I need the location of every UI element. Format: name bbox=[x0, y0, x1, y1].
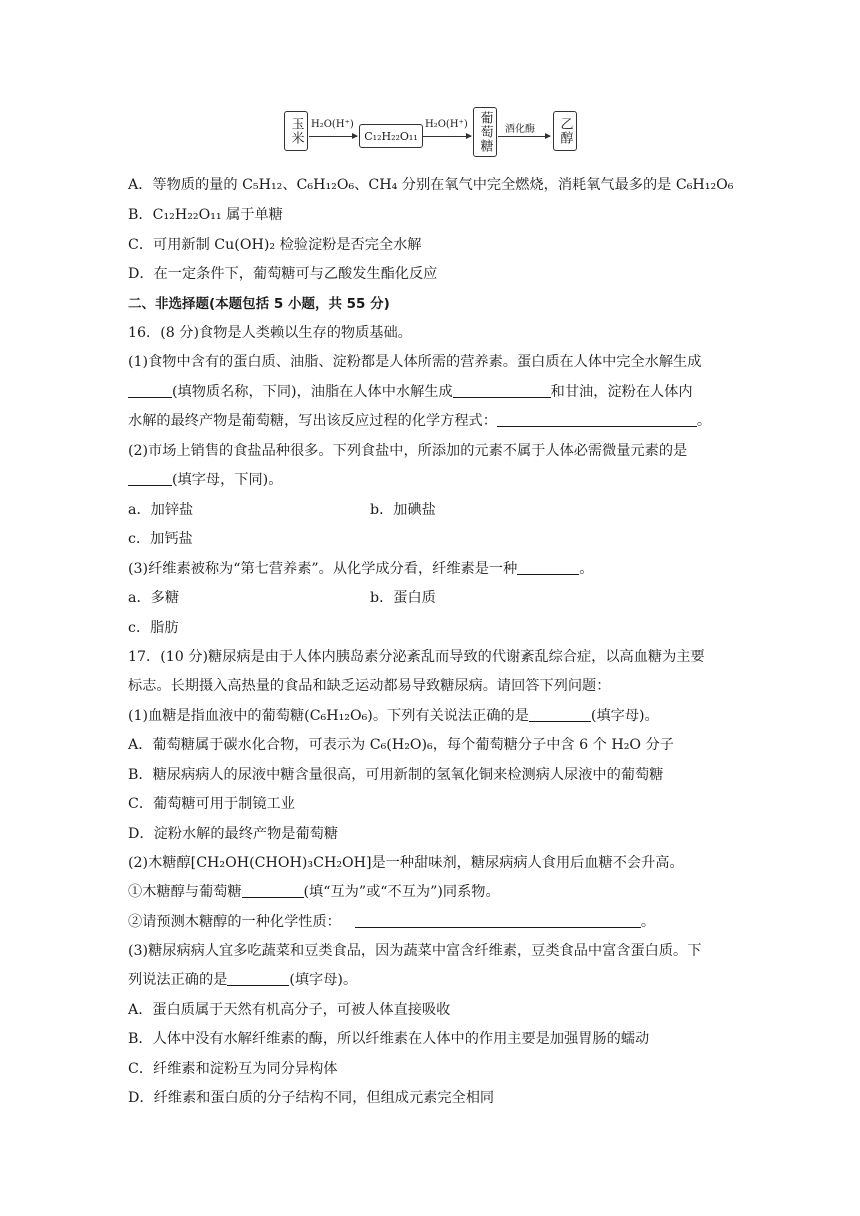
corn-box bbox=[284, 111, 308, 151]
q16-part1-line3 bbox=[128, 411, 711, 431]
step3-label: 酒化酶 bbox=[505, 124, 535, 135]
ethanol-box bbox=[553, 111, 577, 151]
q17-part3-option-b: B．人体中没有水解纤维素的酶，所以纤维素在人体中的作用主要是加强胃肠的蠕动 bbox=[128, 1031, 650, 1047]
answer-blank[interactable] bbox=[453, 383, 551, 398]
q17-part3-line2-b: (填字母)。 bbox=[289, 972, 358, 988]
answer-blank[interactable] bbox=[242, 883, 304, 898]
q17-part1-stem-a: (1)血糖是指血液中的葡萄糖(C₆H₁₂O₆)。下列有关说法正确的是 bbox=[128, 708, 529, 724]
q15-option-a: A．等物质的量的 C₅H₁₂、C₆H₁₂O₆、CH₄ 分别在氧气中完全燃烧，消耗氧气最多的是 C₆H₁₂O₆ bbox=[128, 177, 734, 193]
q17-part1-option-b: B．糖尿病病人的尿液中糖含量很高，可用新制的氢氧化铜来检测病人尿液中的葡萄糖 bbox=[128, 767, 664, 783]
arrow-2 bbox=[423, 136, 471, 137]
reaction-flow-diagram bbox=[282, 107, 582, 155]
q16-part2-option-b: b．加碘盐 bbox=[370, 502, 436, 518]
answer-blank[interactable] bbox=[227, 971, 289, 986]
q17-part1-option-a: A．葡萄糖属于碳水化合物，可表示为 C₆(H₂O)₆，每个葡萄糖分子中含 6 个 H₂O 分子 bbox=[128, 737, 674, 753]
q16-stem: 16．(8 分)食物是人类赖以生存的物质基础。 bbox=[128, 325, 412, 341]
q17-part2-i bbox=[128, 882, 500, 902]
q16-part2-options-row1 bbox=[128, 500, 436, 520]
answer-blank[interactable] bbox=[517, 560, 579, 575]
maltose-box bbox=[359, 124, 423, 148]
q16-part1-line3-b: 。 bbox=[696, 413, 712, 429]
q15-option-d: D．在一定条件下，葡萄糖可与乙酸发生酯化反应 bbox=[128, 266, 438, 282]
q16-part2-line1: (2)市场上销售的食盐品种很多。下列食盐中，所添加的元素不属于人体必需微量元素的是 bbox=[128, 443, 688, 459]
q16-part1-line1: (1)食物中含有的蛋白质、油脂、淀粉都是人体所需的营养素。蛋白质在人体中完全水解生成 bbox=[128, 354, 702, 370]
q16-part1-line2-a: (填物质名称，下同)，油脂在人体中水解生成 bbox=[172, 384, 453, 400]
q17-part2-ii-a: ②请预测木糖醇的一种化学性质： bbox=[128, 914, 341, 930]
q17-part3-line2 bbox=[128, 970, 357, 990]
q15-option-c: C．可用新制 Cu(OH)₂ 检验淀粉是否完全水解 bbox=[128, 237, 422, 253]
q16-part3-line1 bbox=[128, 559, 594, 579]
q16-part3-option-c: c．脂肪 bbox=[128, 620, 179, 636]
step2-label: H₂O(H⁺) bbox=[425, 119, 468, 130]
q16-part3-option-b: b．蛋白质 bbox=[370, 590, 436, 606]
q17-part1-stem bbox=[128, 706, 659, 726]
q16-part2-line2-text: (填字母，下同)。 bbox=[172, 472, 283, 488]
q16-part2-line2 bbox=[128, 470, 282, 490]
q17-part3-option-a: A．蛋白质属于天然有机高分子，可被人体直接吸收 bbox=[128, 1002, 451, 1018]
maltose-label: C₁₂H₂₂O₁₁ bbox=[364, 129, 418, 143]
q17-part1-stem-b: (填字母)。 bbox=[590, 708, 659, 724]
q17-part2-ii bbox=[128, 912, 655, 932]
q16-part2-option-c: c．加钙盐 bbox=[128, 531, 193, 547]
step1-label: H₂O(H⁺) bbox=[311, 119, 354, 130]
q17-part3-option-d: D．纤维素和蛋白质的分子结构不同，但组成元素完全相同 bbox=[128, 1090, 495, 1106]
q16-part1-line2 bbox=[128, 382, 693, 402]
answer-blank[interactable] bbox=[355, 913, 641, 928]
q17-part2-stem: (2)木糖醇[CH₂OH(CHOH)₃CH₂OH]是一种甜味剂，糖尿病病人食用后血糖不会升高。 bbox=[128, 855, 684, 871]
q16-part3-line1-a: (3)纤维素被称为“第七营养素”。从化学成分看，纤维素是一种 bbox=[128, 561, 518, 577]
glucose-box bbox=[473, 107, 497, 157]
answer-blank[interactable] bbox=[529, 707, 591, 722]
q16-part2-option-a: a．加锌盐 bbox=[128, 502, 194, 518]
q16-part3-option-a: a．多糖 bbox=[128, 590, 180, 606]
answer-blank[interactable] bbox=[128, 471, 172, 486]
answer-blank[interactable] bbox=[497, 412, 697, 427]
q17-part3-option-c: C．纤维素和淀粉互为同分异构体 bbox=[128, 1061, 338, 1077]
q17-part2-i-a: ①木糖醇与葡萄糖 bbox=[128, 884, 242, 900]
arrow-1 bbox=[309, 136, 357, 137]
ethanol-label: 乙醇 bbox=[557, 117, 573, 145]
q16-part1-line3-a: 水解的最终产物是葡萄糖，写出该反应过程的化学方程式： bbox=[128, 413, 497, 429]
q17-part3-line2-a: 列说法正确的是 bbox=[128, 972, 228, 988]
q17-part1-option-c: C．葡萄糖可用于制镜工业 bbox=[128, 796, 295, 812]
q15-option-b: B．C₁₂H₂₂O₁₁ 属于单糖 bbox=[128, 207, 283, 223]
q17-part2-ii-b: 。 bbox=[640, 914, 656, 930]
q17-stem-line1: 17．(10 分)糖尿病是由于人体内胰岛素分泌紊乱而导致的代谢紊乱综合症，以高血糖为主要 bbox=[128, 649, 705, 665]
q17-part2-i-b: (填“互为”或“不互为”)同系物。 bbox=[303, 884, 500, 900]
q16-part3-options-row1 bbox=[128, 588, 436, 608]
corn-label: 玉米 bbox=[288, 117, 304, 145]
q17-stem-line2: 标志。长期摄入高热量的食品和缺乏运动都易导致糖尿病。请回答下列问题： bbox=[128, 678, 611, 694]
q17-part1-option-d: D．淀粉水解的最终产物是葡萄糖 bbox=[128, 826, 339, 842]
q17-part3-line1: (3)糖尿病病人宜多吃蔬菜和豆类食品，因为蔬菜中富含纤维素，豆类食品中富含蛋白质。下 bbox=[128, 943, 702, 959]
section-2-heading: 二、非选择题(本题包括 5 小题，共 55 分) bbox=[128, 296, 390, 312]
q16-part3-line1-b: 。 bbox=[579, 561, 594, 577]
q16-part1-line2-b: 和甘油，淀粉在人体内 bbox=[550, 384, 693, 400]
glucose-label: 葡萄糖 bbox=[477, 111, 493, 153]
arrow-3 bbox=[498, 136, 550, 137]
answer-blank[interactable] bbox=[128, 383, 172, 398]
